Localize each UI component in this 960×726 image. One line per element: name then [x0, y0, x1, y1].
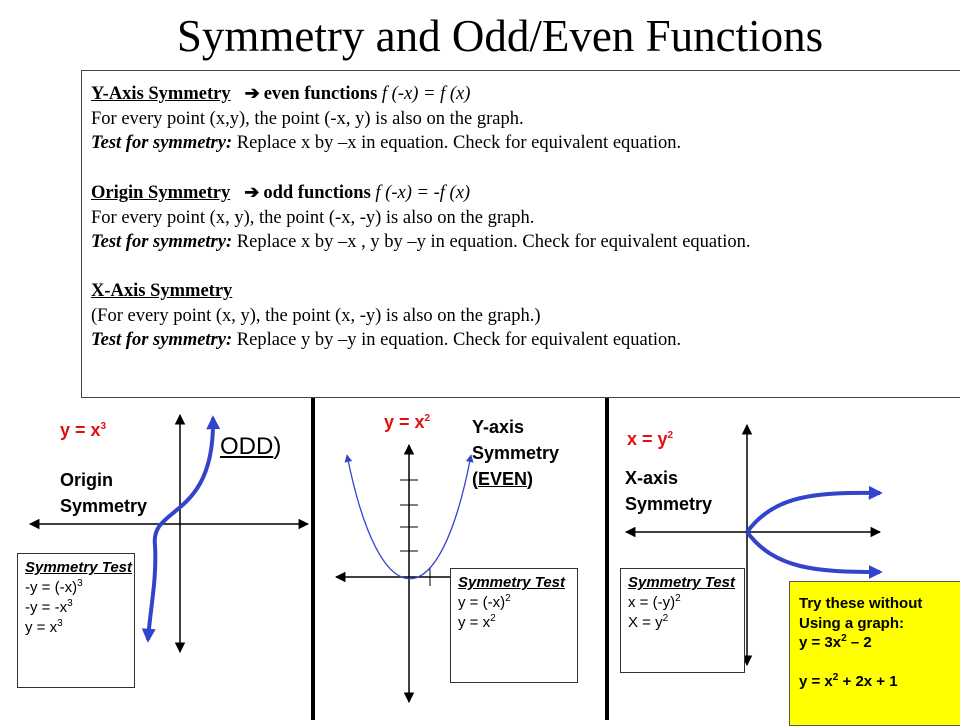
page-title: Symmetry and Odd/Even Functions	[176, 11, 824, 61]
origin-test-label: Test for symmetry:	[91, 232, 233, 252]
practice-box	[789, 581, 960, 726]
sideways-equation: $x = y^2$	[627, 429, 674, 449]
test-title: Symmetry Test	[25, 559, 132, 576]
sideways-symmetry-test-box	[620, 568, 745, 673]
test-line: $X = y^2$	[628, 613, 669, 631]
test-title: Symmetry Test	[458, 574, 565, 591]
odd-functions-label: odd functions	[263, 183, 371, 203]
origin-description: For every point (x, y), the point (-x, -y) is also on the graph.	[91, 207, 535, 228]
y-axis-description: For every point (x,y), the point (-x, y) is also on the graph.	[91, 108, 524, 129]
y-axis-test-text: Replace x by –x in equation. Check for equivalent equation.	[236, 133, 682, 153]
test-line: $-y = -x^3$	[25, 598, 73, 616]
arrow-right-icon: ➔	[244, 182, 260, 202]
cubic-symmetry-test-box	[17, 553, 135, 688]
even-formula: f (-x) = f (x)	[381, 84, 471, 104]
test-line: $-y = (-x)^3$	[25, 578, 83, 596]
practice-line: Using a graph:	[799, 614, 905, 632]
square-symmetry-test-box	[450, 568, 578, 683]
y-axis-heading: Y-Axis Symmetry	[91, 84, 231, 104]
test-title: Symmetry Test	[628, 574, 735, 591]
arrow-right-icon: ➔	[244, 83, 260, 103]
even-functions-label: even functions	[263, 84, 378, 104]
odd-label: ODD)	[220, 433, 282, 460]
square-equation: $y = x^2$	[384, 412, 431, 432]
x-axis-test-label: Test for symmetry:	[91, 330, 233, 350]
origin-test-text: Replace x by –x , y by –y in equation. Check for equivalent equation.	[236, 232, 751, 252]
test-line: $y = x^3$	[25, 618, 63, 636]
x-axis-test-text: Replace y by –y in equation. Check for equivalent equation.	[236, 330, 682, 350]
practice-equation: $y = 3x^2 - 2$	[799, 633, 872, 651]
test-line: $y = x^2$	[458, 613, 496, 631]
test-line: $y = (-x)^2$	[458, 593, 511, 611]
odd-formula: f (-x) = -f (x)	[375, 183, 471, 203]
x-axis-heading: X-Axis Symmetry	[91, 281, 233, 301]
cubic-equation: $y = x^3$	[60, 420, 107, 440]
origin-symmetry-label: Origin Symmetry	[60, 470, 148, 516]
test-line: $x = (-y)^2$	[628, 593, 681, 611]
x-axis-description: (For every point (x, y), the point (x, -y) is also on the graph.)	[91, 305, 541, 326]
upper-branch	[747, 493, 880, 532]
origin-heading: Origin Symmetry	[91, 183, 231, 203]
practice-line: Try these without	[799, 595, 923, 612]
lower-branch	[747, 532, 880, 572]
x-axis-symmetry-label: X-axis Symmetry	[625, 468, 713, 514]
y-axis-symmetry-label: Y-axis Symmetry (EVEN)	[472, 417, 560, 489]
y-axis-test-label: Test for symmetry:	[91, 133, 233, 153]
practice-equation: $y = x^2 + 2x + 1$	[799, 672, 898, 690]
